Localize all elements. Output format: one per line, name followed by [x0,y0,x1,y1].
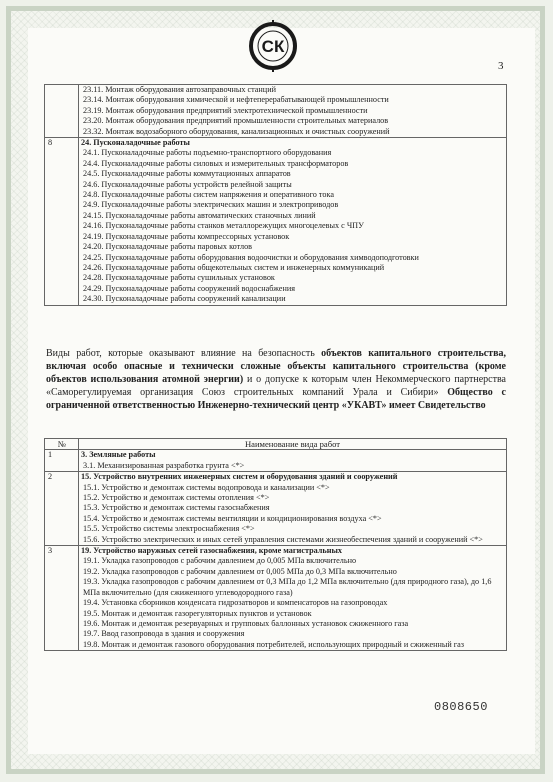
table-row [45,138,507,306]
row-content [79,85,507,138]
logo-emblem-icon [248,18,298,74]
work-item: 24.26. Пусконаладочные работы общекотельных систем и инженерных коммуникаций [83,262,385,272]
work-item: 15.2. Устройство и демонтаж системы отопления <*> [83,493,270,503]
work-item: 24.16. Пусконаладочные работы станков металлорежущих многоцелевых с ЧПУ [83,221,364,231]
work-item: 15.4. Устройство и демонтаж системы вентиляции и кондиционирования воздуха <*> [83,513,382,523]
certificate-statement [46,347,506,412]
work-item: 15.5. Устройство системы электроснабжения <*> [83,524,255,534]
work-item: 24.4. Пусконаладочные работы силовых и измерительных трансформаторов [83,158,349,168]
table-row [45,472,507,546]
work-item: 23.19. Монтаж оборудования предприятий электротехнической промышленности [83,105,368,115]
table-row [45,85,507,138]
column-header-name: Наименование вида работ [79,439,507,450]
work-group-header: 19. Устройство наружных сетей газоснабжения, кроме магистральных [81,546,342,556]
row-content [79,472,507,546]
work-item: 15.6. Устройство электрических и иных сетей управления системами жизнеобеспечения зданий и сооружений <*> [83,534,483,544]
row-number: 8 [45,138,79,306]
work-item: 19.1. Укладка газопроводов с рабочим давлением до 0,005 МПа включительно [83,556,357,566]
work-item: 19.6. Монтаж и демонтаж резервуарных и групповых баллонных установок сжиженного газа [83,618,409,628]
row-content [79,450,507,472]
work-item: 19.5. Монтаж и демонтаж газорегуляторных пунктов и установок [83,608,312,618]
work-item: 24.9. Пусконаладочные работы электрических машин и электроприводов [83,200,339,210]
row-content [79,546,507,651]
statement-text: и о допуске к которым член Некоммерческого партнерства «Саморегулируемая организация Союз строительных компаний Урала и Сибири» [46,374,506,398]
work-item: 23.32. Монтаж водозаборного оборудования, канализационных и очистных сооружений [83,126,390,136]
row-number: 3 [45,546,79,651]
page-number: 3 [498,60,504,72]
work-item: 15.3. Устройство и демонтаж системы газоснабжения [83,503,270,513]
work-item: 24.8. Пусконаладочные работы систем напряжения и оперативного тока [83,190,334,200]
work-item: 24.15. Пусконаладочные работы автоматических станочных линий [83,210,316,220]
work-item: 24.30. Пусконаладочные работы сооружений канализации [83,294,286,304]
column-header-number: № [45,439,79,450]
work-item: 24.1. Пусконаладочные работы подъемно-транспортного оборудования [83,148,332,158]
work-types-table [44,438,507,651]
table-row [45,546,507,651]
work-item: 24.28. Пусконаладочные работы сушильных установок [83,273,275,283]
work-item: 23.11. Монтаж оборудования автозаправочных станций [83,85,276,94]
row-number: 1 [45,450,79,472]
logo-text: СК [261,37,285,56]
work-item: 19.4. Установка сборников конденсата гидрозатворов и компенсаторов на газопроводах [83,598,388,608]
company-name: Общество с ограниченной ответственностью Инженерно-технический центр «УКАВТ» имеет Свидетельство [46,387,506,411]
work-item: 19.3. Укладка газопроводов с рабочим давлением от 0,3 МПа до 1,2 МПа включительно (для природного газа), до 1,6 МПа включительно (для сжиженного углеводородного газа) [83,577,492,597]
serial-number: 0808650 [434,700,488,714]
row-number: 2 [45,472,79,546]
row-content [79,138,507,306]
row-number [45,85,79,138]
work-item: 23.20. Монтаж оборудования предприятий промышленности строительных материалов [83,116,389,126]
work-item: 24.5. Пусконаладочные работы коммутационных аппаратов [83,169,291,179]
work-item: 23.14. Монтаж оборудования химической и нефтеперерабатывающей промышленности [83,95,389,105]
work-group-header: 24. Пусконаладочные работы [81,138,190,148]
work-item: 15.1. Устройство и демонтаж системы водопровода и канализации <*> [83,482,330,492]
work-item: 19.8. Монтаж и демонтаж газового оборудования потребителей, использующих природный и сжиженный газ [83,639,465,649]
work-item: 24.25. Пусконаладочные работы оборудования водоочистки и оборудования химводоподготовки [83,252,419,262]
work-item: 19.2. Укладка газопроводов с рабочим давлением от 0,005 МПа до 0,3 МПа включительно [83,566,397,576]
work-item: 24.29. Пусконаладочные работы сооружений водоснабжения [83,283,295,293]
work-item: 24.20. Пусконаладочные работы паровых котлов [83,242,253,252]
work-item: 19.7. Ввод газопровода в здания и сооружения [83,629,245,639]
work-group-header: 3. Земляные работы [81,450,156,460]
work-types-table-continued [44,84,507,306]
work-item: 24.19. Пусконаладочные работы компрессорных установок [83,231,290,241]
work-item: 24.6. Пусконаладочные работы устройств релейной защиты [83,179,292,189]
work-group-header: 15. Устройство внутренних инженерных систем и оборудования зданий и сооружений [81,472,398,482]
statement-bold-text: объектов капитального строительства, включая особо опасные и технически сложные объекты капитального строительства (кроме объектов использования атомной энергии) [46,348,506,385]
table-row [45,450,507,472]
statement-text: Виды работ, которые оказывают влияние на безопасность [46,348,322,359]
work-item: 3.1. Механизированная разработка грунта <*> [83,460,245,470]
